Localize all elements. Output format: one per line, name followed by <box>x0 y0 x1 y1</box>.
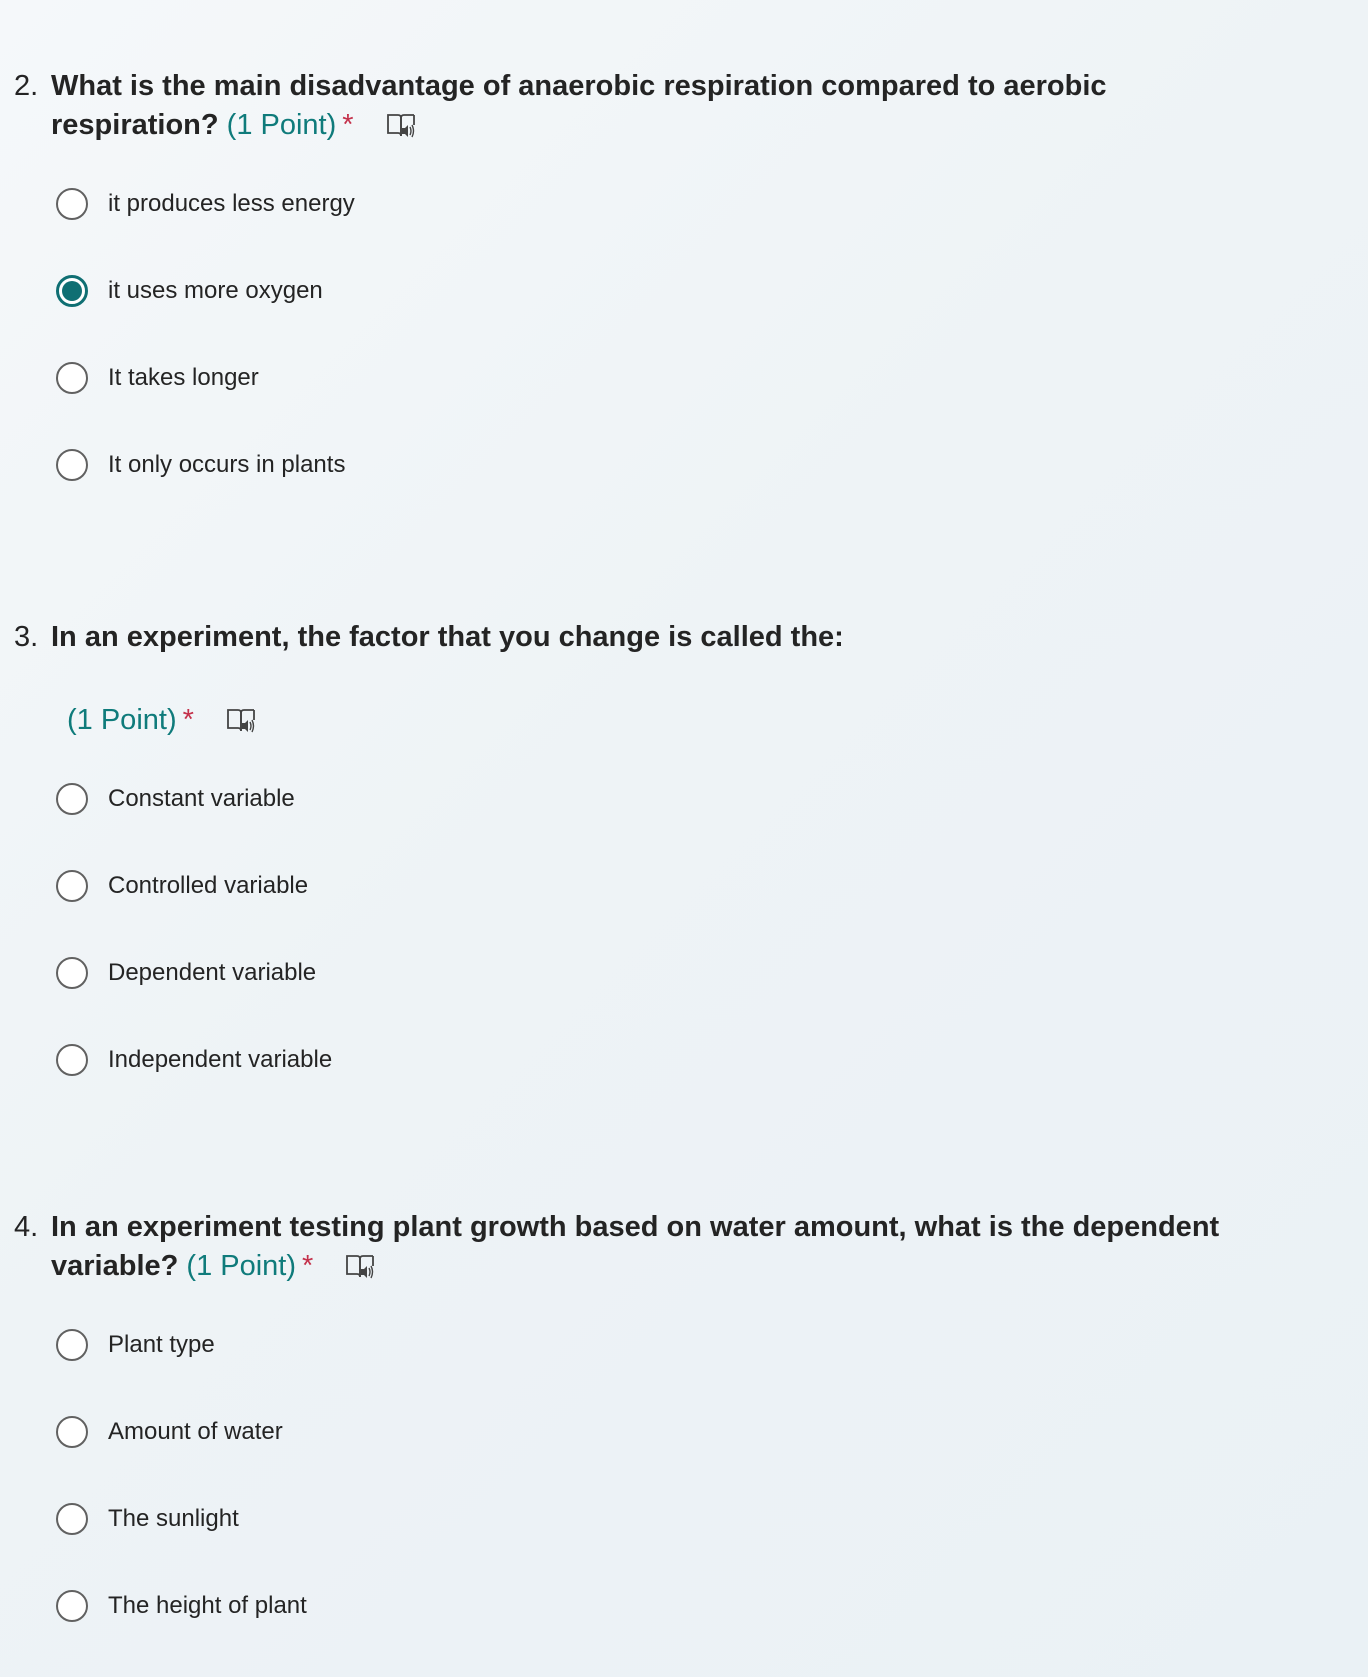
options-list <box>0 1301 1368 1649</box>
option-3[interactable] <box>0 929 1368 1016</box>
question-title <box>0 618 1368 657</box>
option-label: Amount of water <box>108 1417 283 1445</box>
option-1[interactable] <box>0 755 1368 842</box>
question-text: In an experiment, the factor that you change is called the: <box>51 621 844 653</box>
radio-button[interactable] <box>56 870 88 902</box>
options-list <box>0 160 1368 508</box>
required-mark: * <box>182 704 194 736</box>
question-number: 2. <box>14 70 39 102</box>
radio-button[interactable] <box>56 957 88 989</box>
question-number: 3. <box>14 621 39 653</box>
question-text: What is the main disadvantage of anaerobic respiration compared to aerobic respiration? <box>51 70 1107 141</box>
radio-button[interactable] <box>56 783 88 815</box>
option-label: Controlled variable <box>108 871 309 899</box>
option-label: Dependent variable <box>108 958 317 986</box>
option-4[interactable] <box>0 1016 1368 1103</box>
required-mark: * <box>302 1250 314 1282</box>
radio-button[interactable] <box>56 1044 88 1076</box>
option-1[interactable] <box>0 160 1368 247</box>
option-label: Constant variable <box>108 784 295 812</box>
option-4[interactable] <box>0 421 1368 508</box>
question-4 <box>0 1208 1368 1649</box>
options-list <box>0 755 1368 1103</box>
question-text: In an experiment testing plant growth based on water amount, what is the dependent variable? <box>51 1211 1220 1282</box>
option-3[interactable] <box>0 1475 1368 1562</box>
option-label: It only occurs in plants <box>108 450 346 478</box>
option-2[interactable] <box>0 247 1368 334</box>
option-label: Independent variable <box>108 1045 333 1073</box>
question-3 <box>0 618 1368 1103</box>
question-points: (1 Point) <box>67 704 177 736</box>
radio-button[interactable] <box>56 362 88 394</box>
required-mark: * <box>342 109 354 141</box>
radio-button-selected[interactable] <box>56 275 88 307</box>
immersive-reader-icon[interactable] <box>345 1253 375 1281</box>
question-title <box>0 1208 1368 1286</box>
option-4[interactable] <box>0 1562 1368 1649</box>
option-label: it produces less energy <box>108 189 355 217</box>
immersive-reader-icon[interactable] <box>386 112 416 140</box>
radio-button[interactable] <box>56 1416 88 1448</box>
option-2[interactable] <box>0 842 1368 929</box>
option-label: Plant type <box>108 1330 215 1358</box>
points-line <box>0 701 1368 740</box>
question-title <box>0 67 1368 145</box>
option-3[interactable] <box>0 334 1368 421</box>
option-label: The height of plant <box>108 1591 307 1619</box>
option-label: The sunlight <box>108 1504 239 1532</box>
radio-button[interactable] <box>56 1329 88 1361</box>
question-points: (1 Point) <box>226 109 337 141</box>
option-label: It takes longer <box>108 363 259 391</box>
immersive-reader-icon[interactable] <box>226 707 256 735</box>
radio-button[interactable] <box>56 1590 88 1622</box>
option-label: it uses more oxygen <box>108 276 323 304</box>
question-number: 4. <box>14 1211 39 1243</box>
option-1[interactable] <box>0 1301 1368 1388</box>
question-points: (1 Point) <box>186 1250 297 1282</box>
radio-button[interactable] <box>56 1503 88 1535</box>
radio-button[interactable] <box>56 188 88 220</box>
option-2[interactable] <box>0 1388 1368 1475</box>
radio-button[interactable] <box>56 449 88 481</box>
question-2 <box>0 67 1368 508</box>
